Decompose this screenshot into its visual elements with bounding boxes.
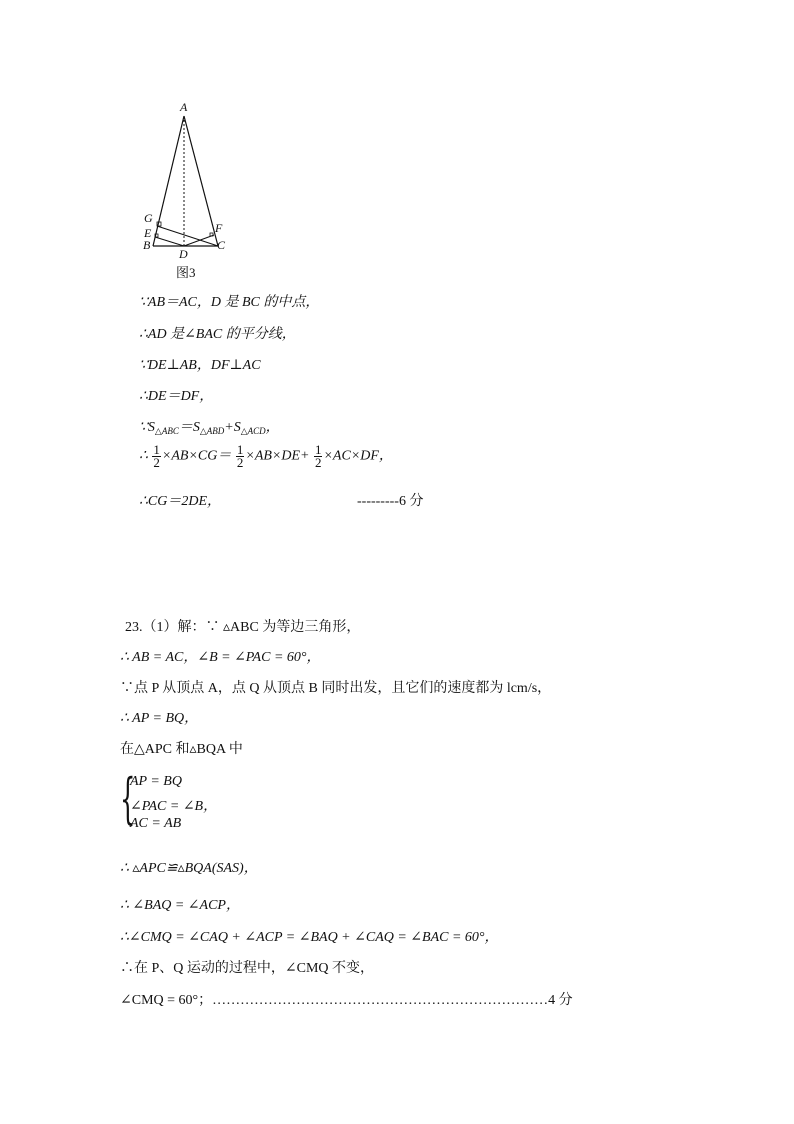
fraction-denominator: 2 (314, 455, 322, 470)
triangle-figure (138, 98, 238, 283)
q23-line-1: 23.（1）解：∵ ▵ABC 为等边三角形， (125, 620, 361, 635)
segment-de (155, 237, 184, 246)
fraction-denominator: 2 (236, 455, 244, 470)
proof-line-7: ∴CG＝2DE， (139, 494, 222, 509)
label-c: C (217, 238, 226, 252)
proof-line-4: ∴DE＝DF， (139, 389, 214, 404)
area-text: ， (265, 420, 280, 435)
fraction-half (314, 444, 323, 469)
area-sub-abd: △ABD (199, 426, 225, 436)
segment-cg (157, 226, 218, 246)
proof-line-1: ∵AB＝AC，D 是 BC 的中点， (139, 295, 320, 310)
score-6: ---------6 分 (357, 494, 424, 509)
fraction-numerator: 1 (236, 442, 244, 457)
q23-line-4: ∴ AP = BQ， (120, 711, 199, 726)
label-e: E (144, 226, 152, 240)
side-ac (184, 116, 218, 246)
label-d: D (179, 247, 188, 261)
label-g: G (144, 211, 153, 225)
proof-line-6 (139, 444, 393, 469)
proof-line-3: ∵DE⊥AB，DF⊥AC (139, 358, 261, 373)
q23-line-9: ∴在 P、Q 运动的过程中，∠CMQ 不变， (120, 961, 375, 976)
label-f: F (215, 221, 223, 235)
q23-line-2: ∴ AB = AC，∠B = ∠PAC = 60°， (120, 650, 321, 665)
system-brace: { (120, 767, 136, 830)
q23-line-10: ∠CMQ = 60°；………………………………………………………………4 分 (120, 993, 573, 1008)
system-line-1: AP = BQ (130, 774, 182, 789)
area-sub-acd: △ACD (240, 426, 266, 436)
proof-line-5 (139, 416, 280, 437)
q23-line-7: ∴ ∠BAQ = ∠ACP， (120, 898, 240, 913)
q23-line-6: ∴ ▵APC≌▵BQA(SAS)， (120, 861, 258, 876)
system-line-2: ∠PAC = ∠B， (130, 799, 218, 814)
fraction-numerator: 1 (314, 442, 322, 457)
equation-system (130, 774, 217, 837)
fraction-half (236, 444, 245, 469)
q23-line-3: ∵点 P 从顶点 A，点 Q 从顶点 B 同时出发，且它们的速度都为 lcm/s， (120, 681, 552, 696)
figure-caption: 图3 (176, 265, 196, 280)
proof-line-2: ∴AD 是∠BAC 的平分线， (139, 327, 296, 342)
area-text: ∵S (139, 420, 155, 435)
area-sub-abc: △ABC (154, 426, 179, 436)
fraction-half (152, 444, 161, 469)
area-text: +S (224, 420, 241, 435)
label-a: A (180, 100, 188, 114)
equation-term: ×AB×DE+ (245, 448, 310, 464)
therefore-text: ∴ (139, 448, 148, 464)
area-text: ＝S (178, 420, 200, 435)
q23-line-8: ∴∠CMQ = ∠CAQ + ∠ACP = ∠BAQ + ∠CAQ = ∠BAC = 60°， (120, 930, 499, 945)
equation-term: ×AC×DF， (323, 448, 393, 464)
q23-line-5: 在△APC 和▵BQA 中 (120, 742, 243, 757)
system-line-3: AC = AB (130, 816, 182, 831)
fraction-numerator: 1 (153, 442, 160, 457)
fraction-denominator: 2 (153, 455, 160, 470)
equation-term: ×AB×CG＝ (161, 448, 232, 464)
label-b: B (143, 238, 151, 252)
